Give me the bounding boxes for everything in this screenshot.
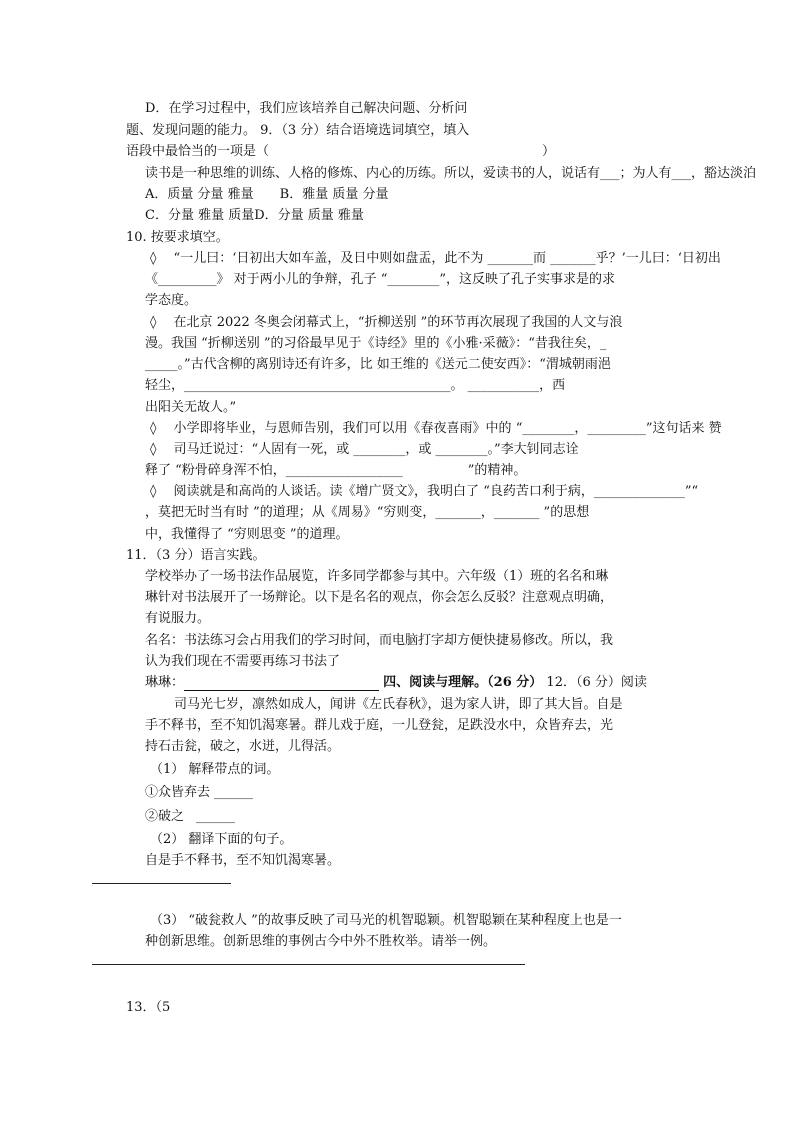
line-6: C．分量 雅量 质量D．分量 质量 雅量	[145, 208, 364, 223]
answer-blank	[184, 678, 379, 691]
line-24: 琳针对书法展开了一场辩论。以下是名名的观点，你会怎么反驳？注意观点明确，	[145, 590, 614, 605]
line-21: 中，我懂得了 “穷则思变 ”的道理。	[145, 527, 349, 542]
answer-rule-1	[92, 883, 231, 884]
line-1: D．在学习过程中，我们应该培养自己解决问题、分析问	[145, 101, 468, 116]
answer-rule-2	[92, 964, 525, 965]
line-18: 释了 “粉骨碎身浑不怕，__________________ ”的精神。	[145, 463, 527, 478]
line-17: ◊ 司马迁说过：“人固有一死，或 ________，或 ________。”李大钊同志诠	[150, 442, 579, 457]
q12-item1	[145, 785, 253, 801]
line-19: ◊ 阅读就是和高尚的人谈话。读《增广贤文》，我明白了 “良药苦口利于病，______________”“	[150, 484, 699, 499]
q12-sub3-line-1: （3） “破瓮救人 ”的故事反映了司马光的机智聪颖。机智聪颖在某种程度上也是一	[150, 913, 622, 928]
line-16: ◊ 小学即将毕业，与恩师告别，我们可以用《春夜喜雨》中的 “________，_________”这句话来 赞	[150, 421, 722, 436]
line-4: 读书是一种思维的训练、人格的修炼、内心的历练。所以，爱读书的人，说话有___；为人有___，豁达淡泊	[145, 166, 757, 181]
line-14: 轻尘，_________________________________________。 ___________，西	[145, 378, 566, 393]
q12-item1-blank: ______	[214, 785, 254, 800]
line-5: A．质量 分量 雅量 B．雅量 质量 分量	[145, 187, 389, 202]
linlin-label: 琳琳：	[145, 675, 185, 690]
line-7: 10. 按要求填空。	[126, 230, 229, 245]
q12-item2-text: ②破之	[145, 809, 185, 824]
passage-line-1: 司马光七岁，凛然如成人，闻讲《左氏春秋》，退为家人讲，即了其大旨。自是	[174, 697, 623, 712]
line-25: 有说服力。	[145, 611, 211, 626]
linlin-answer-line	[145, 675, 647, 691]
q12-item2-blank: ______	[196, 809, 236, 824]
line-9: 《_________》 对于两小儿的争辩，孔子 “________”，这反映了孔子实事求是的求	[145, 272, 616, 287]
q12-sub1: （1） 解释带点的词。	[150, 762, 280, 777]
line-2: 题、发现问题的能力。 9．（3 分）结合语境选词填空，填入	[126, 123, 470, 138]
q12-item2	[145, 809, 235, 825]
line-15: 出阳关无故人。”	[145, 400, 237, 415]
line-3: 语段中最恰当的一项是（ ）	[126, 144, 556, 159]
q13-heading: 13．（5	[126, 1000, 171, 1015]
line-12: 漫。我国 “折柳送别 ”的习俗最早见于《诗经》里的《小雅·采薇》：“昔我往矣，_	[145, 336, 607, 351]
q12-item1-text: ①众皆弃去	[145, 785, 211, 800]
passage-line-3: 持石击瓮，破之，水迸，儿得活。	[145, 739, 341, 754]
q12-sub3-line-2: 种创新思维。创新思维的事例古今中外不胜枚举。请举一例。	[145, 934, 497, 949]
passage-line-2: 手不释书，至不知饥渴寒暑。群儿戏于庭，一儿登瓮，足跌没水中，众皆弃去，光	[145, 718, 614, 733]
line-27: 认为我们现在不需要再练习书法了	[145, 654, 341, 669]
line-23: 学校举办了一场书法作品展览，许多同学都参与其中。六年级（1）班的名名和琳	[145, 569, 609, 584]
line-26: 名名：书法练习会占用我们的学习时间，而电脑打字却方便快捷易修改。所以，我	[145, 633, 614, 648]
line-20: ，莫把无时当有时 ”的道理；从《周易》“穷则变，_______，_______ ”的思想	[145, 505, 590, 520]
q12-sub2: （2） 翻译下面的句子。	[150, 832, 293, 847]
line-13: _____。”古代含柳的离别诗还有许多，比 如王维的《送元二使安西》：“渭城朝雨浥	[145, 357, 611, 372]
line-22: 11．（3 分）语言实践。	[126, 548, 266, 563]
line-11: ◊ 在北京 2022 冬奥会闭幕式上，“折柳送别 ”的环节再次展现了我国的人文与浪	[150, 315, 623, 330]
line-8: ◊ “一儿曰：‘日初出大如车盖，及日中则如盘盂，此不为 _______而 _______乎？’一儿曰：‘日初出	[150, 251, 721, 266]
line-10: 学态度。	[145, 293, 198, 308]
q12-sentence: 自是手不释书，至不知饥渴寒暑。	[145, 853, 341, 868]
q12-intro: 12．（6 分）阅读	[546, 675, 647, 690]
section-4-title: 四、阅读与理解。（26 分）	[383, 675, 543, 690]
